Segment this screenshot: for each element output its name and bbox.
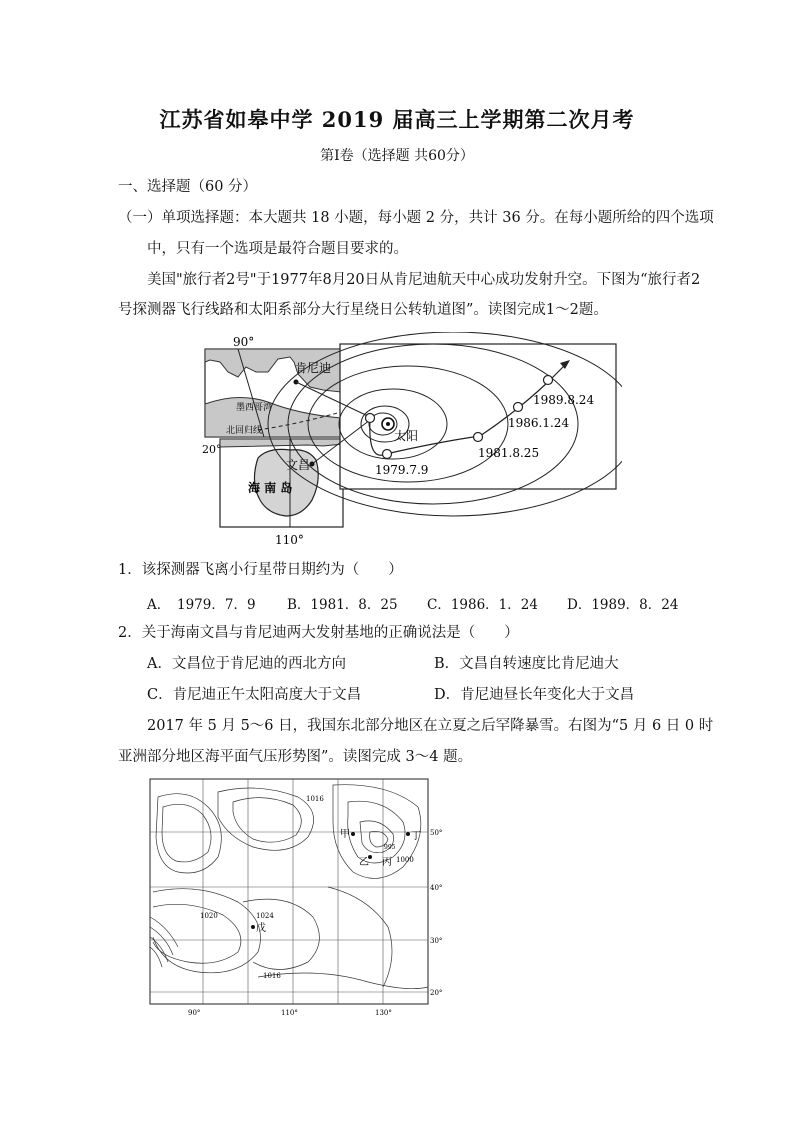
q1-option-a: A． 1979．7．9 bbox=[147, 597, 256, 613]
q1-option-d: D．1989．8．24 bbox=[567, 597, 679, 613]
lon-110-label: 110° bbox=[281, 1009, 298, 1017]
isobar-label-1020: 1020 bbox=[200, 912, 218, 920]
lon-130-label: 130° bbox=[375, 1009, 392, 1017]
point-bing-label: 丙 bbox=[382, 857, 392, 868]
lat-30-label: 30° bbox=[430, 937, 443, 945]
point-ding-label: 丁 bbox=[411, 831, 421, 842]
date-label-1989: 1989.8.24 bbox=[533, 393, 595, 407]
passage1-line-1: 美国"旅行者2号"于1977年8月20日从肯尼迪航天中心成功发射升空。下图为“旅行者2 bbox=[147, 272, 701, 288]
lat-40-label: 40° bbox=[430, 884, 443, 892]
passage2-line-1: 2017 年 5 月 5～6 日，我国东北部分地区在立夏之后罕降暴雪。右图为“5 月 6 日 0 时 bbox=[147, 718, 714, 734]
wenchang-label: 文昌 bbox=[286, 458, 311, 472]
kennedy-label: 肯尼迪 bbox=[295, 361, 332, 375]
q1-option-c: C．1986．1．24 bbox=[427, 597, 538, 613]
passage2-line-2: 亚洲部分地区海平面气压形势图”。读图完成 3～4 题。 bbox=[118, 749, 473, 765]
exam-title: 江苏省如皋中学 2019 届高三上学期第二次月考 bbox=[159, 107, 635, 132]
isobar-label-1016-bottom: 1016 bbox=[263, 972, 281, 980]
voyager-orbit-figure bbox=[198, 332, 622, 548]
q2-option-c: C．肯尼迪正午太阳高度大于文昌 bbox=[147, 687, 362, 703]
tropic-label: 北回归线 bbox=[226, 426, 263, 436]
point-wu-label: 戊 bbox=[256, 923, 266, 934]
date-label-1981: 1981.8.25 bbox=[478, 446, 540, 460]
isobar-label-995: 995 bbox=[384, 844, 396, 851]
isobar-label-1016-top: 1016 bbox=[306, 795, 324, 803]
q1-option-b: B．1981．8．25 bbox=[287, 597, 398, 613]
q2-stem: 2．关于海南文昌与肯尼迪两大发射基地的正确说法是（ ） bbox=[118, 625, 519, 641]
q2-option-b: B．文昌自转速度比肯尼迪大 bbox=[434, 656, 619, 672]
date-label-1979: 1979.7.9 bbox=[375, 463, 429, 477]
q1-stem: 1．该探测器飞离小行星带日期约为（ ） bbox=[118, 562, 403, 578]
date-label-1986: 1986.1.24 bbox=[508, 416, 570, 430]
hainan-label: 海 南 岛 bbox=[248, 481, 293, 495]
point-yi-label: 乙 bbox=[359, 857, 369, 868]
gulf-label: 墨西哥湾 bbox=[236, 403, 273, 413]
exam-subtitle: 第Ⅰ卷（选择题 共60分） bbox=[320, 148, 474, 164]
section-heading: 一、选择题（60 分） bbox=[118, 179, 258, 195]
instruction-line-2: 中，只有一个选项是最符合题目要求的。 bbox=[147, 241, 408, 257]
instruction-line-1: （一）单项选择题：本大题共 18 小题，每小题 2 分，共计 36 分。在每小题所给的四个选项 bbox=[118, 210, 714, 226]
q2-option-a: A．文昌位于肯尼迪的西北方向 bbox=[147, 656, 346, 672]
isobar-label-1024: 1024 bbox=[256, 912, 274, 920]
lat-20-label: 20° bbox=[202, 443, 222, 456]
isobar-label-1000: 1000 bbox=[396, 856, 414, 864]
lat-20-label: 20° bbox=[430, 989, 443, 997]
lat-50-label: 50° bbox=[430, 829, 443, 837]
inset-lon-110-label: 110° bbox=[275, 533, 304, 547]
lon-90-label: 90° bbox=[188, 1009, 201, 1017]
sun-label: 太阳 bbox=[394, 429, 419, 443]
inset-lon-90-label: 90° bbox=[233, 335, 255, 349]
pressure-map-figure bbox=[148, 777, 448, 1022]
q2-option-d: D．肯尼迪昼长年变化大于文昌 bbox=[434, 687, 635, 703]
passage1-line-2: 号探测器飞行线路和太阳系部分大行星绕日公转轨道图”。读图完成1～2题。 bbox=[118, 302, 608, 318]
point-jia-label: 甲 bbox=[340, 829, 350, 840]
